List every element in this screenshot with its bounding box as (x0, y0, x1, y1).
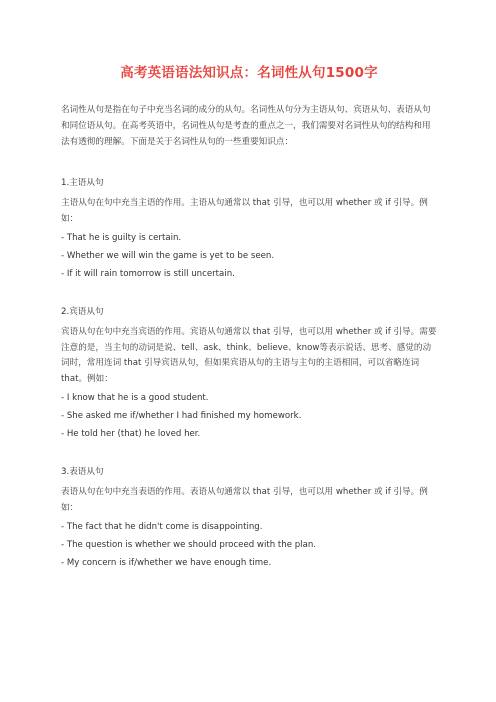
example-sentence: - That he is guilty is certain. (61, 233, 182, 243)
example-sentence: - The question is whether we should proceed with the plan. (61, 540, 317, 550)
example-sentence: - The fact that he didn't come is disappointing. (61, 522, 263, 532)
section-body: 表语从句在句中充当表语的作用。表语从句通常以 that 引导，也可以用 whether 或 if 引导。例如： (61, 487, 428, 513)
example-sentence: - She asked me if/whether I had finished my homework. (61, 411, 302, 421)
document-title: 高考英语语法知识点：名词性从句1500字 (120, 65, 378, 81)
section-heading: 1.主语从句 (61, 178, 104, 188)
section-object-clause (61, 304, 437, 441)
document-page (61, 62, 437, 593)
example-sentence: - I know that he is a good student. (61, 393, 209, 403)
example-sentence: - My concern is if/whether we have enough time. (61, 558, 272, 568)
section-predicative-clause (61, 464, 437, 570)
intro-paragraph: 名词性从句是指在句子中充当名词的成分的从句。名词性从句分为主语从句、宾语从句、表语从句和同位语从句。在高考英语中，名词性从句是考查的重点之一，我们需要对名词性从句的结构和用法有透彻的理解。下面是关于名词性从句的一些重要知识点： (61, 105, 431, 147)
section-subject-clause (61, 175, 437, 281)
example-sentence: - Whether we will win the game is yet to be seen. (61, 251, 275, 261)
section-body: 宾语从句在句中充当宾语的作用。宾语从句通常以 that 引导，也可以用 whether 或 if 引导。需要注意的是，当主句的动词是说、tell、ask、think、believe、know等表示说话、思考、感觉的动词时，常用连词 that 引导宾语从句，但如果宾语从句的主语与主句的主语相同，可以省略连词 that。例如： (61, 327, 437, 384)
example-sentence: - If it will rain tomorrow is still uncertain. (61, 269, 235, 279)
section-heading: 2.宾语从句 (61, 307, 104, 317)
section-body: 主语从句在句中充当主语的作用。主语从句通常以 that 引导，也可以用 whether 或 if 引导。例如： (61, 198, 428, 224)
section-heading: 3.表语从句 (61, 467, 104, 477)
example-sentence: - He told her (that) he loved her. (61, 429, 201, 439)
